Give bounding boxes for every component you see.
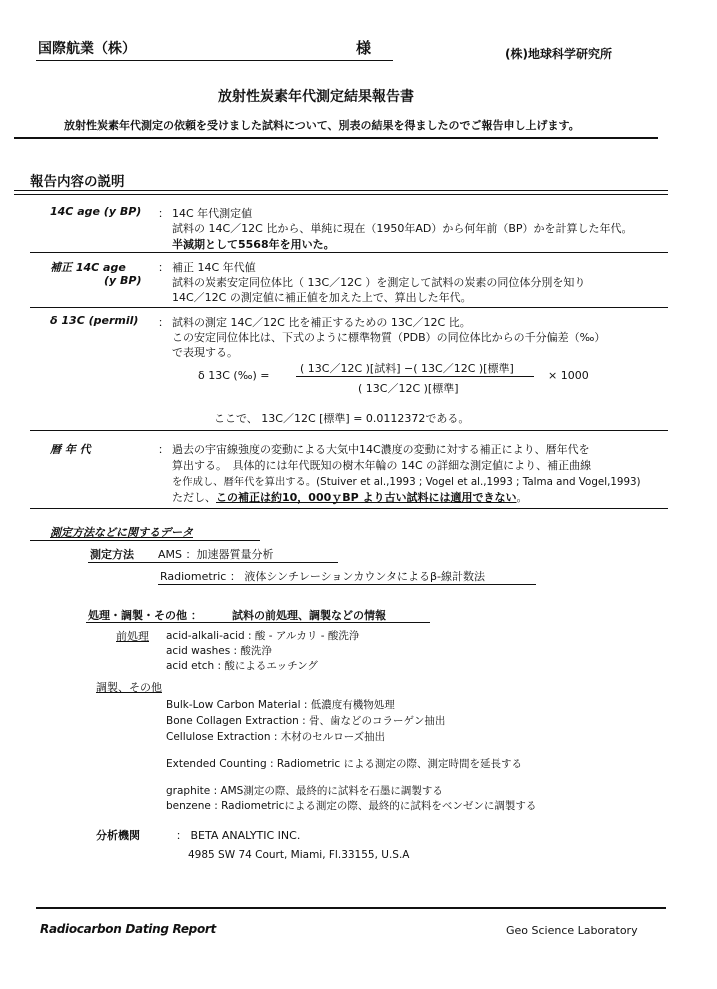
recipient-underline xyxy=(36,60,393,61)
lab-label: 分析機関 xyxy=(96,829,140,842)
prep-label: 調製、その他 xyxy=(96,681,162,694)
sender-name: (株)地球科学研究所 xyxy=(505,47,612,61)
term-corrected-14c-age-unit: (y BP) xyxy=(104,274,142,287)
processing-label: 処理・調製・その他 ： xyxy=(88,609,202,622)
formula-note: ここで、 13C／12C [標準] = 0.0112372である。 xyxy=(214,412,470,425)
pretreat-item: acid etch : 酸によるエッチング xyxy=(166,660,318,672)
term-separator: ： xyxy=(158,261,169,274)
term-delta-13c: δ 13C (permil) xyxy=(50,314,139,327)
caveat-underlined: この補正は約10，000ｙBP より古い試料には適用できない xyxy=(216,491,517,504)
prep-item: Bone Collagen Extraction : 骨、歯などのコラーゲン抽出 xyxy=(166,715,446,727)
caveat-prefix: ただし、 xyxy=(172,491,216,504)
term-calendar-age: 暦 年 代 xyxy=(50,443,91,456)
processing-desc: 試料の前処理、調製などの情報 xyxy=(232,609,386,622)
processing-rule xyxy=(86,622,430,623)
prep-item: Bulk-Low Carbon Material : 低濃度有機物処理 xyxy=(166,699,395,711)
formula-multiplier: × 1000 xyxy=(548,369,589,382)
term-separator: ： xyxy=(158,207,169,220)
definition-line: で表現する。 xyxy=(172,346,238,359)
definition-line: 算出する。 具体的には年代既知の樹木年輪の 14C の詳細な測定値により、補正曲線 xyxy=(172,459,592,472)
pretreat-item: acid washes : 酸洗浄 xyxy=(166,645,272,657)
definition-line: 14C／12C の測定値に補正値を加えた上で、算出した年代。 xyxy=(172,291,472,304)
page-title: 放射性炭素年代測定結果報告書 xyxy=(218,89,414,105)
methods-heading-rule xyxy=(30,540,260,541)
radiometric-rule xyxy=(158,584,536,585)
definition-line: 過去の宇宙線強度の変動による大気中14C濃度の変動に対する補正により、暦年代を xyxy=(172,443,590,456)
section-heading-explanation: 報告内容の説明 xyxy=(30,174,125,190)
honorific: 様 xyxy=(356,39,372,57)
footer-rule xyxy=(36,907,666,909)
definition-line: 14C 年代測定値 xyxy=(172,207,253,220)
benzene-note: benzene : Radiometricによる測定の際、最終的に試料をベンゼンに調製する xyxy=(166,800,537,812)
term-corrected-14c-age: 補正 14C age xyxy=(50,261,126,274)
item-divider xyxy=(30,430,668,431)
intro-rule xyxy=(14,137,658,139)
definition-line: 試料の 14C／12C 比から、単純に現在（1950年AD）から何年前（BP）かを計算した年代。 xyxy=(172,222,633,235)
item-divider xyxy=(30,252,668,253)
pretreat-label: 前処理 xyxy=(116,630,149,643)
term-14c-age: 14C age (y BP) xyxy=(50,205,142,218)
formula-numerator: ( 13C／12C )[試料] −( 13C／12C )[標準] xyxy=(300,362,514,375)
definition-line: 試料の炭素安定同位体比（ 13C／12C ）を測定して試料の炭素の同位体分別を知り xyxy=(172,276,586,289)
definition-line: 補正 14C 年代値 xyxy=(172,261,256,274)
explanation-rule-top-1 xyxy=(14,190,668,191)
formula-denominator: ( 13C／12C )[標準] xyxy=(358,382,459,395)
prep-item: Cellulose Extraction : 木材のセルローズ抽出 xyxy=(166,731,386,743)
term-separator: ： xyxy=(158,316,169,329)
definition-line: この安定同位体比は、下式のように標準物質（PDB）の同位体比からの千分偏差（‰） xyxy=(172,331,606,344)
graphite-note: graphite : AMS測定の際、最終的に試料を石墨に調製する xyxy=(166,785,443,797)
lab-name: ： BETA ANALYTIC INC. xyxy=(176,829,301,842)
lab-address: 4985 SW 74 Court, Miami, Fl.33155, U.S.A xyxy=(188,849,410,861)
item-divider xyxy=(30,307,668,308)
caveat-suffix: 。 xyxy=(516,491,528,504)
measure-rule xyxy=(88,562,338,563)
explanation-rule-bottom xyxy=(30,508,668,509)
explanation-rule-top-2 xyxy=(14,194,668,195)
formula-lhs: δ 13C (‰) = xyxy=(198,369,270,382)
formula-fraction-bar xyxy=(296,376,534,377)
footer-report-name: Radiocarbon Dating Report xyxy=(40,922,216,936)
term-separator: ： xyxy=(158,443,169,456)
definition-line: を作成し、暦年代を算出する。(Stuiver et al.,1993 ; Vogel et al.,1993 ; Talma and Vogel,1993) xyxy=(172,476,641,488)
recipient-name: 国際航業（株） xyxy=(38,41,136,57)
extended-counting: Extended Counting : Radiometric による測定の際、測定時間を延長する xyxy=(166,758,522,770)
intro-text: 放射性炭素年代測定の依頼を受けました試料について、別表の結果を得ましたのでご報告申し上げます。 xyxy=(64,119,580,132)
measure-label: 測定方法 xyxy=(90,548,134,561)
section-heading-methods: 測定方法などに関するデータ xyxy=(50,526,193,539)
definition-line: 半減期として5568年を用いた。 xyxy=(172,238,335,251)
definition-line: 試料の測定 14C／12C 比を補正するための 13C／12C 比。 xyxy=(172,316,471,329)
definition-caveat xyxy=(172,489,528,505)
pretreat-item: acid-alkali-acid : 酸 - アルカリ - 酸洗浄 xyxy=(166,630,360,642)
footer-lab-name: Geo Science Laboratory xyxy=(506,924,638,937)
measure-radiometric: Radiometric ： 液体シンチレーションカウンタによるβ-線計数法 xyxy=(160,570,485,583)
measure-ams: AMS ：加速器質量分析 xyxy=(158,548,274,561)
